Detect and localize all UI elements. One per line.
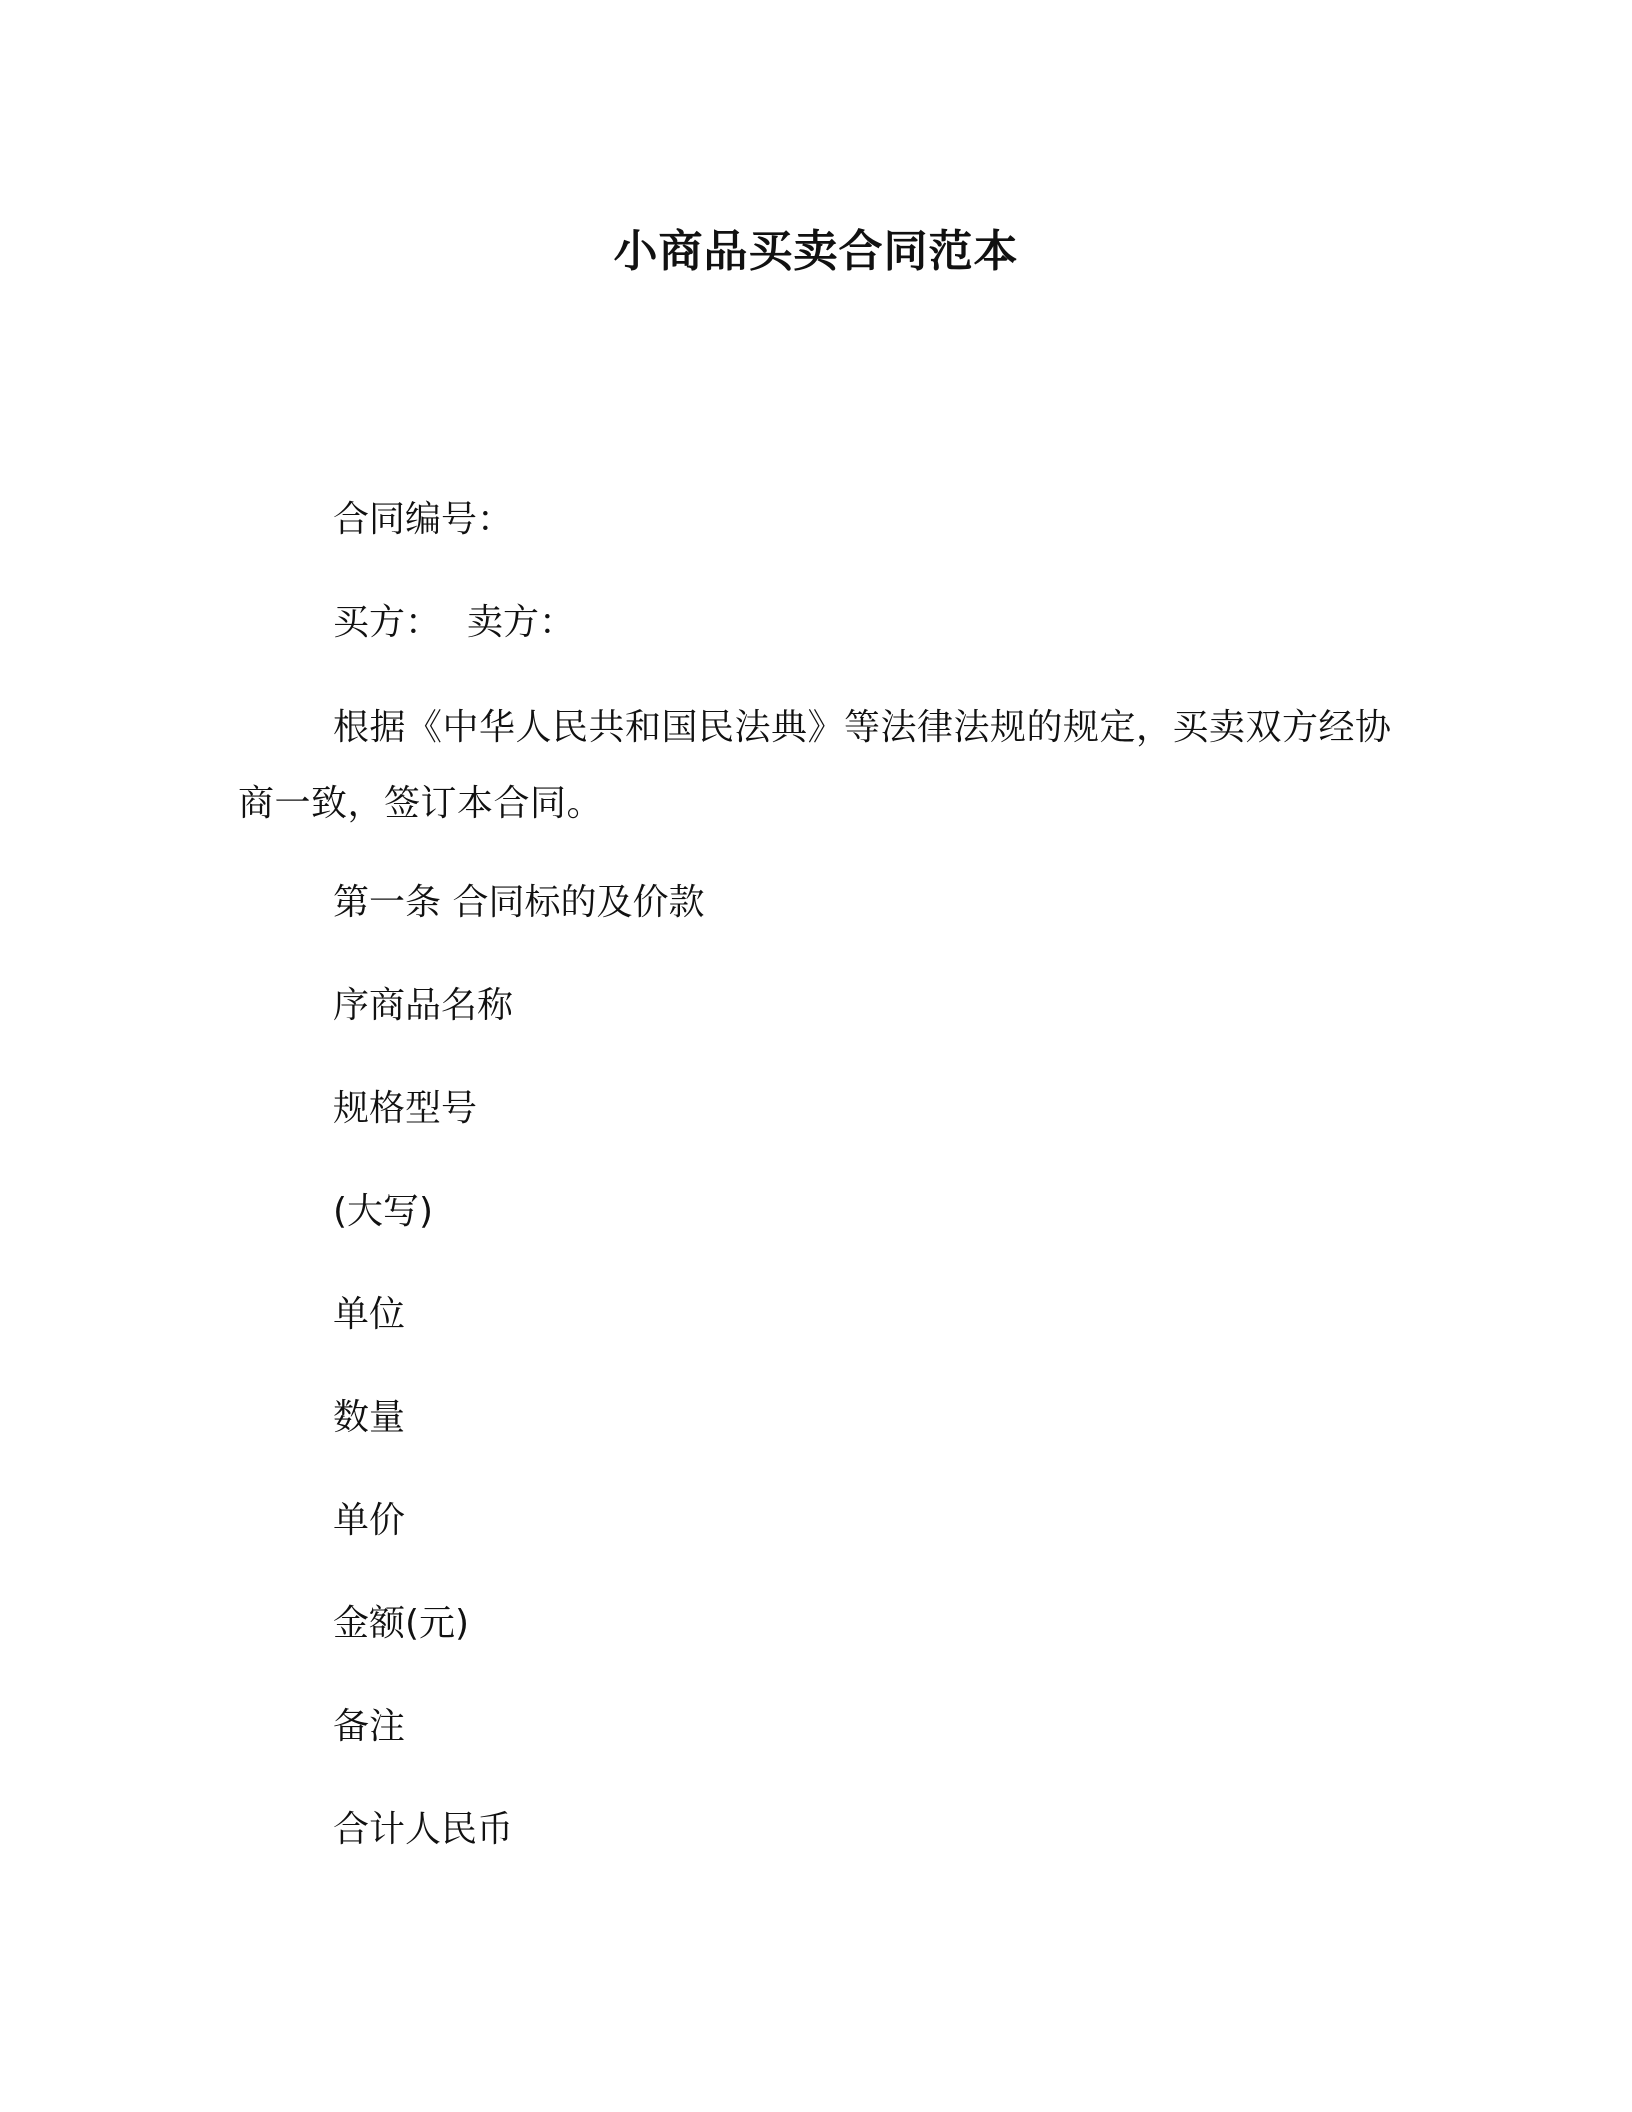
field-quantity: 数量 bbox=[333, 1397, 406, 1438]
field-amount: 金额(元) bbox=[333, 1603, 470, 1644]
field-unit: 单位 bbox=[333, 1294, 406, 1335]
field-remarks: 备注 bbox=[333, 1706, 406, 1747]
field-total-rmb: 合计人民币 bbox=[333, 1809, 514, 1850]
buyer-label: 买方： bbox=[333, 602, 442, 643]
contract-number-label: 合同编号： bbox=[333, 499, 514, 540]
seller-label: 卖方： bbox=[467, 602, 576, 643]
field-capitalized: (大写) bbox=[333, 1191, 434, 1232]
article-one-heading: 第一条 合同标的及价款 bbox=[333, 882, 705, 923]
document-title: 小商品买卖合同范本 bbox=[613, 226, 1019, 277]
preamble-paragraph: 根据《中华人民共和国民法典》等法律法规的规定，买卖双方经协商一致，签订本合同。 bbox=[238, 707, 1392, 824]
parties-line bbox=[333, 598, 575, 648]
field-spec-model: 规格型号 bbox=[333, 1088, 478, 1129]
field-item-name: 序商品名称 bbox=[333, 985, 514, 1026]
field-unit-price: 单价 bbox=[333, 1500, 406, 1541]
